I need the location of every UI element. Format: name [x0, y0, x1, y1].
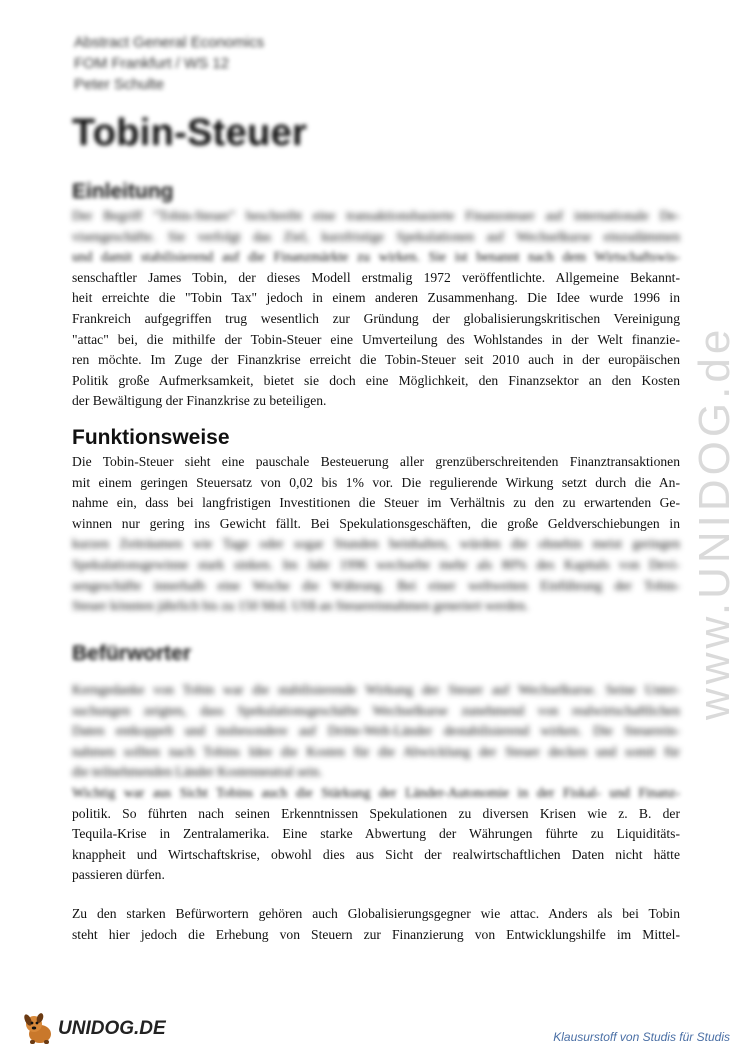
text-line: sengeschäfte innerhalb eine Woche die Währung. Bei einer weltweiten Einführung der Tobin-	[72, 577, 680, 593]
section-body	[72, 206, 680, 412]
section-body	[72, 680, 680, 945]
text-line: Spekulationsgewinne stark sinken. Im Jahr 1996 wechselte mehr als 80% des Kapitals von Devi-	[72, 556, 680, 572]
watermark: www.UNIDOG.de	[690, 325, 739, 720]
section-body	[72, 452, 680, 617]
text-line: knappheit und Wirtschaftskrise, obwohl dies aus Sicht der realwirtschaftlichen Daten nicht hätte	[72, 846, 680, 862]
text-line: passieren dürfen.	[72, 867, 165, 883]
paragraph-gap	[72, 886, 680, 904]
text-line: senschaftler James Tobin, der dieses Modell erstmalig 1972 veröffentlichte. Allgemeine Bekannt-	[72, 269, 680, 285]
text-line: kurzen Zeiträumen wie Tage oder sogar Stunden beinhalten, würden die ohnehin meist geringen	[72, 536, 680, 552]
text-line: Daten entkoppelt und insbesondere auf Dritte-Welt-Länder destabilisierend wirken. Die Steuerein-	[72, 723, 680, 739]
text-line: winnen nur gering ins Gewicht fällt. Bei Spekulationsgeschäften, die große Geldverschiebungen in	[72, 515, 680, 531]
text-line: Zu den starken Befürwortern gehören auch Globalisierungsgegner wie attac. Anders als bei Tobin	[72, 905, 680, 921]
text-line: Der Begriff "Tobin-Steuer" beschreibt eine transaktionsbasierte Finanzsteuer auf internationale De-	[72, 208, 680, 223]
text-line: visengeschäfte. Sie verfolgt das Ziel, kurzfristige Spekulationen auf Wechselkurse einzudämmen	[72, 228, 680, 244]
author-name: Peter Schulte	[74, 76, 165, 93]
section-heading: Einleitung	[72, 180, 174, 203]
text-line: Wichtig war aus Sicht Tobins auch die Stärkung der Länder-Autonomie in der Fiskal- und Finanz-	[72, 784, 680, 800]
text-line: mit einem geringen Steuersatz von 0,02 bis 1% vor. Die regulierende Wirkung setzt durch die An-	[72, 474, 680, 490]
text-line: Kerngedanke von Tobin war die stabilisierende Wirkung der Steuer auf Wechselkurse. Seine Unter-	[72, 682, 680, 697]
section-einleitung	[72, 180, 680, 412]
text-line: politik. So führten nach seinen Erkenntnissen Spekulationen zu diversen Krisen wie z. B. der	[72, 805, 680, 821]
text-line: heit erreichte die "Tobin Tax" jedoch in einem anderen Zusammenhang. Die Idee wurde 1996 in	[72, 290, 680, 306]
text-line: "attac" bei, die mithilfe der Tobin-Steuer eine Umverteilung des Wohlstandes in der Welt finanzie-	[72, 331, 680, 347]
text-line: ren möchte. Im Zuge der Finanzkrise erreicht die Tobin-Steuer seit 2010 auch in der europäischen	[72, 352, 680, 368]
section-befuerworter	[72, 642, 680, 945]
text-line: Frankreich aufgegriffen trug wesentlich zur Gründung der globalisierungskritischen Vereinigung	[72, 310, 680, 326]
document-title: Tobin-Steuer	[72, 112, 308, 154]
text-line: Die Tobin-Steuer sieht eine pauschale Besteuerung aller grenzüberschreitenden Finanztransaktionen	[72, 454, 680, 469]
course-name: Abstract General Economics	[74, 34, 265, 51]
dog-icon	[20, 1012, 56, 1046]
footer-slogan: Klausurstoff von Studis für Studis	[553, 1030, 730, 1044]
text-line: und damit stabilisierend auf die Finanzmärkte zu wirken. Sie ist benannt nach dem Wirtschaftswis-	[72, 249, 680, 265]
text-line: suchungen zeigten, dass Spekulationsgeschäfte Wechselkurse zunehmend von realwirtschaftlichen	[72, 702, 680, 718]
institution: FOM Frankfurt / WS 12	[74, 55, 230, 72]
text-line: steht hier jedoch die Erhebung von Steuern zur Finanzierung von Entwicklungshilfe im Mittel-	[72, 926, 680, 942]
footer-logo-text: UNIDOG.DE	[58, 1018, 166, 1039]
text-line: Tequila-Krise in Zentralamerika. Eine starke Abwertung der Währungen führte zu Liquiditäts-	[72, 826, 680, 842]
document-header	[74, 32, 264, 95]
text-line: Steuer könnten jährlich bis zu 150 Mrd. US$ an Steuereinnahmen generiert werden.	[72, 598, 529, 614]
text-line: Politik große Aufmerksamkeit, bietet sie doch eine Möglichkeit, den Finanzsektor an den Kosten	[72, 372, 680, 388]
section-funktionsweise	[72, 426, 680, 617]
text-line: der Bewältigung der Finanzkrise zu beteiligen.	[72, 393, 327, 409]
section-heading: Befürworter	[72, 642, 192, 665]
text-line: die teilnehmenden Länder Kostenneutral sein.	[72, 764, 323, 780]
section-heading: Funktionsweise	[72, 426, 230, 449]
footer-logo	[20, 1012, 166, 1046]
text-line: nahme ein, dass bei langfristigen Investitionen die Steuer im Verhältnis zu den zu erwartenden Ge-	[72, 495, 680, 511]
text-line: nahmen sollten nach Tobins Idee die Kosten für die Abwicklung der Steuer decken und somit für	[72, 743, 680, 759]
